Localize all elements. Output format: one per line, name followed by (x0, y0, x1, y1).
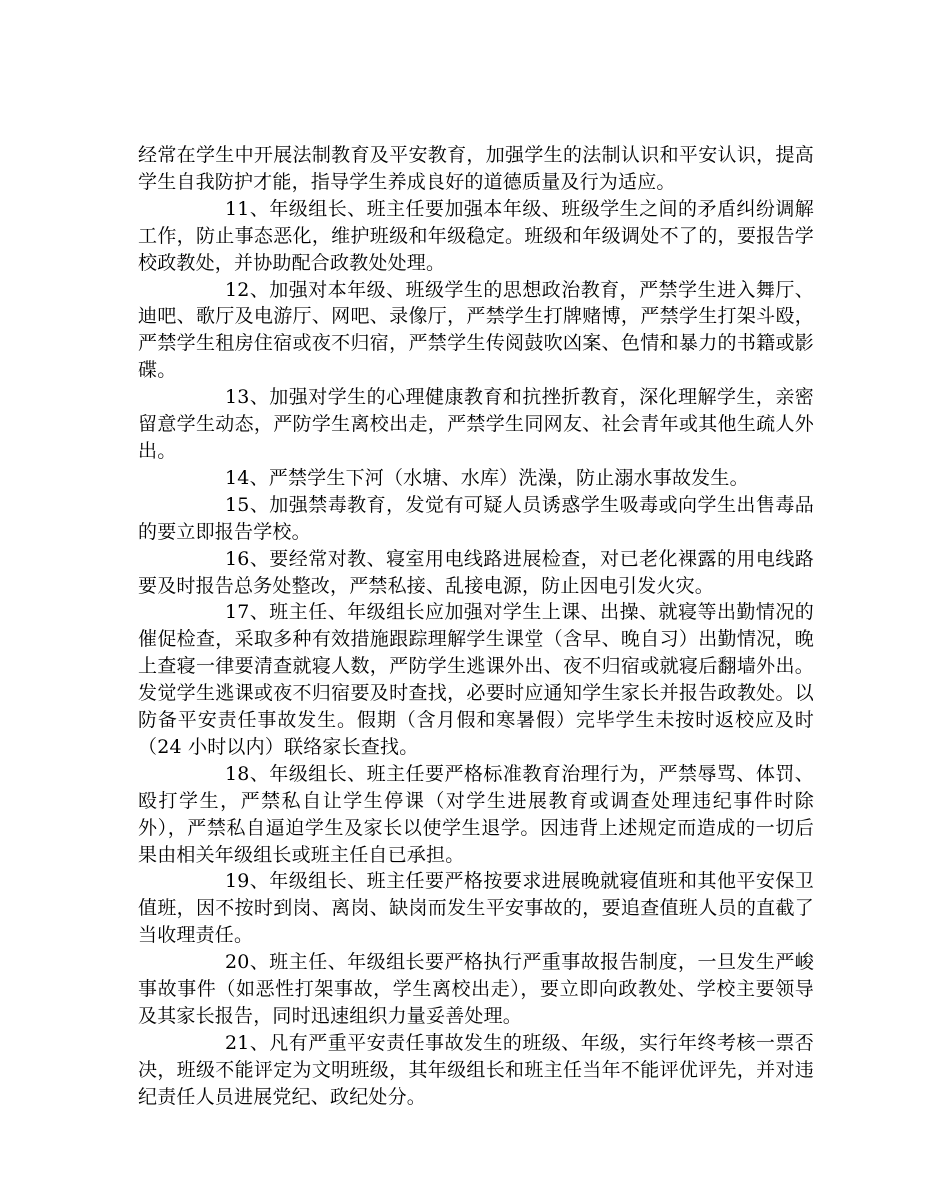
paragraph-item-21: 21、凡有严重平安责任事故发生的班级、年级，实行年终考核一票否决，班级不能评定为文明班级，其年级组长和班主任当年不能评优评先，并对违纪责任人员进展党纪、政纪处分。 (138, 1031, 814, 1108)
paragraph-item-15: 15、加强禁毒教育，发觉有可疑人员诱惑学生吸毒或向学生出售毒品的要立即报告学校。 (138, 493, 814, 543)
document-page (138, 142, 814, 1111)
paragraph-item-18: 18、年级组长、班主任要严格标准教育治理行为，严禁辱骂、体罚、殴打学生，严禁私自让学生停课（对学生进展教育或调查处理违纪事件时除外），严禁私自逼迫学生及家长以使学生退学。因违背上述规定而造成的一切后果由相关年级组长或班主任自已承担。 (138, 762, 814, 866)
paragraph-item-12: 12、加强对本年级、班级学生的思想政治教育，严禁学生进入舞厅、迪吧、歌厅及电游厅、网吧、录像厅，严禁学生打牌赌博，严禁学生打架斗殴，严禁学生租房住宿或夜不归宿，严禁学生传阅鼓吹凶案、色情和暴力的书籍或影碟。 (138, 278, 814, 382)
paragraph-item-13: 13、加强对学生的心理健康教育和抗挫折教育，深化理解学生，亲密留意学生动态，严防学生离校出走，严禁学生同网友、社会青年或其他生疏人外出。 (138, 386, 814, 462)
paragraph-intro: 经常在学生中开展法制教育及平安教育，加强学生的法制认识和平安认识，提高学生自我防护才能，指导学生养成良好的道德质量及行为适应。 (138, 144, 814, 193)
paragraph-item-20: 20、班主任、年级组长要严格执行严重事故报告制度，一旦发生严峻事故事件（如恶性打架事故，学生离校出走），要立即向政教处、学校主要领导及其家长报告，同时迅速组织力量妥善处理。 (138, 951, 814, 1027)
paragraph-item-16: 16、要经常对教、寝室用电线路进展检查，对已老化裸露的用电线路要及时报告总务处整改，严禁私接、乱接电源，防止因电引发火灾。 (138, 547, 814, 597)
paragraph-item-17: 17、班主任、年级组长应加强对学生上课、出操、就寝等出勤情况的催促检查，采取多种有效措施跟踪理解学生课堂（含早、晚自习）出勤情况，晚上查寝一律要清查就寝人数，严防学生逃课外出、夜不归宿或就寝后翻墙外出。发觉学生逃课或夜不归宿要及时查找，必要时应通知学生家长并报告政教处。以防备平安责任事故发生。假期（含月假和寒暑假）完毕学生未按时返校应及时（24 小时以内）联络家长查找。 (138, 601, 814, 758)
paragraph-item-19: 19、年级组长、班主任要严格按要求进展晚就寝值班和其他平安保卫值班，因不按时到岗、离岗、缺岗而发生平安事故的，要追查值班人员的直截了当收理责任。 (138, 870, 814, 947)
paragraph-item-14: 14、严禁学生下河（水塘、水库）洗澡，防止溺水事故发生。 (225, 466, 749, 489)
paragraph-item-11: 11、年级组长、班主任要加强本年级、班级学生之间的矛盾纠纷调解工作，防止事态恶化，维护班级和年级稳定。班级和年级调处不了的，要报告学校政教处，并协助配合政教处处理。 (138, 197, 814, 274)
